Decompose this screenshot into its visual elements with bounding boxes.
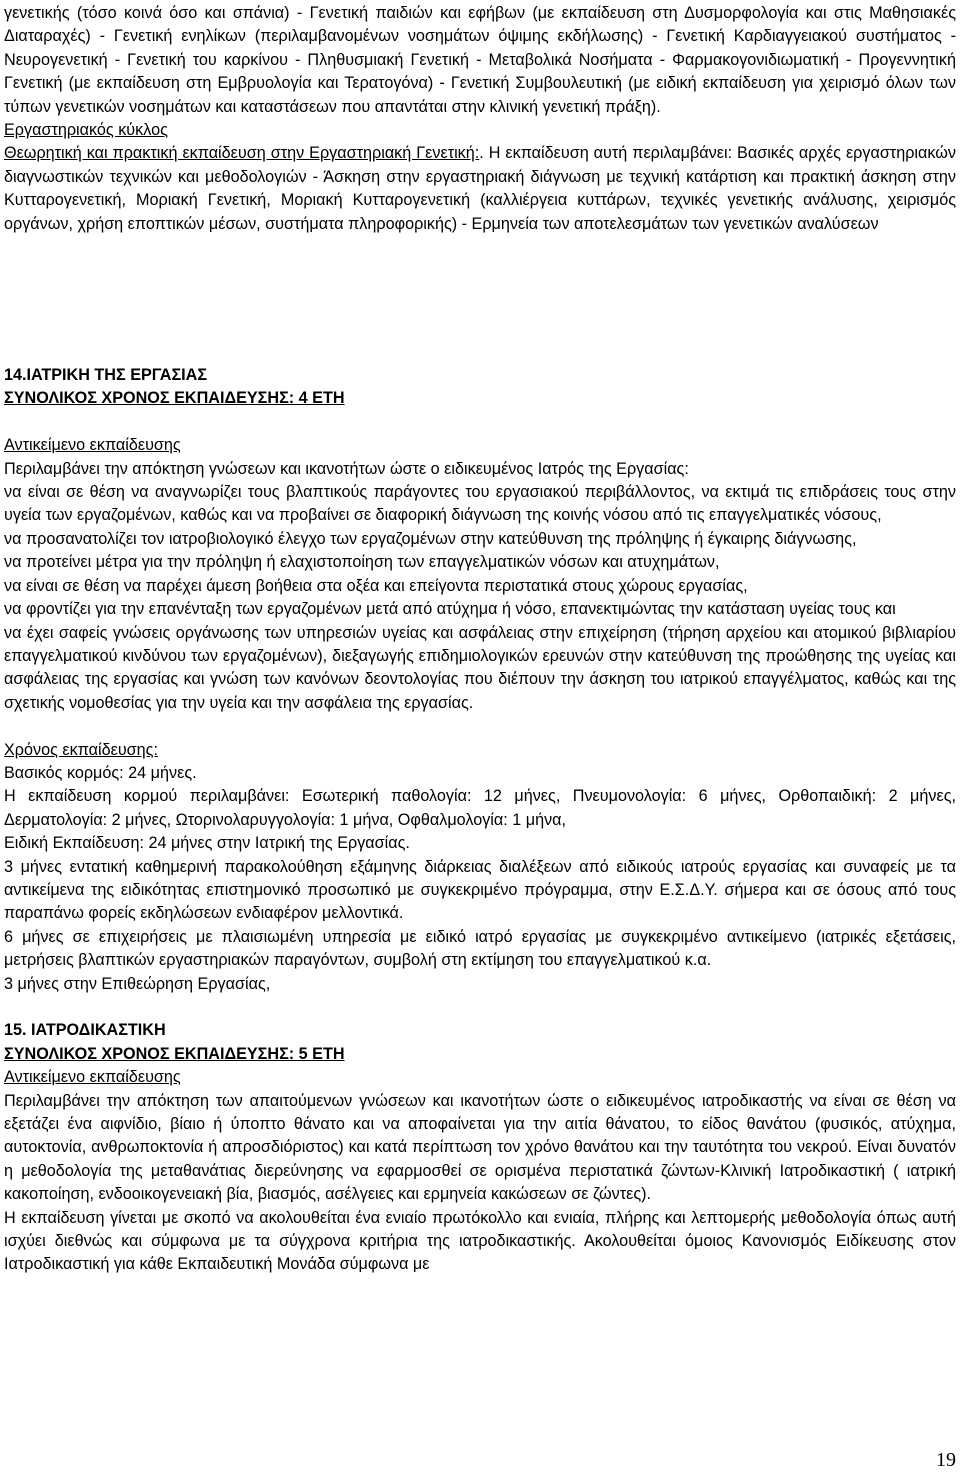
section-14-item: να είναι σε θέση να παρέχει άμεση βοήθεια στα οξέα και επείγοντα περιστατικά στους χώρους εργασίας,	[4, 576, 748, 595]
genetics-paragraph: γενετικής (τόσο κοινά όσο και σπάνια) - Γενετική παιδιών και εφήβων (με εκπαίδευση στη Δυσμορφολογία και στις Μαθησιακές Διαταραχές) - Γενετική ενηλίκων (περιλαμβανομένων νοσημάτων όψιμης εκδήλωσης) - Γενετική Καρδιαγγειακού συστήματος - Νευρογενετική - Γενετική του καρκίνου - Πληθυσμιακή Γενετική - Μεταβολικά Νοσήματα - Φαρμακογονιδιωματική - Προγεννητική Γενετική (με εκπαίδευση στη Εμβρυολογία και Τερατογόνα) - Γενετική Συμβουλευτική (με ειδική εκπαίδευση για χειρισμό όλων των τύπων γενετικών νοσημάτων και καταστάσεων που απαντάται στην κλινική γενετική πράξη).	[4, 4, 956, 116]
page-number: 19	[936, 1449, 956, 1471]
section-14-item: να προσανατολίζει τον ιατροβιολογικό έλεγχο των εργαζομένων στην κατεύθυνση της πρόληψης ή έγκαιρης διάγνωσης,	[4, 529, 857, 548]
section-14-title: 14.ΙΑΤΡΙΚΗ ΤΗΣ ΕΡΓΑΣΙΑΣ	[4, 366, 208, 385]
section-14-time-line: Ειδική Εκπαίδευση: 24 μήνες στην Ιατρική της Εργασίας.	[4, 834, 410, 853]
lab-training-text: . Η εκπαίδευση αυτή περιλαμβάνει: Βασικές αρχές εργαστηριακών διαγνωστικών τεχνικών και μεθοδολογιών - Άσκηση στην εργαστηριακή διάγνωση με τεχνική κατάρτιση και πρακτική άσκηση στην Κυτταρογενετική, Μοριακή Γενετική, Μοριακή Κυτταρογενετική (καλλιέργεια κυττάρων, τεχνικές γενετικής ανάλυσης, χειρισμός οργάνων, χρήση εποπτικών μέσων, συστήματα πληροφορικής) - Ερμηνεία των αποτελεσμάτων των γενετικών αναλύσεων	[4, 144, 956, 233]
section-14-time-line: Η εκπαίδευση κορμού περιλαμβάνει: Εσωτερική παθολογία: 12 μήνες, Πνευμονολογία: 6 μήνες, Ορθοπαιδική: 2 μήνες, Δερματολογία: 2 μήνες, Ωτορινολαρυγγολογία: 1 μήνα, Οφθαλμολογία: 1 μήνα,	[4, 787, 956, 829]
lab-training-label: Θεωρητική και πρακτική εκπαίδευση στην Εργαστηριακή Γενετική:	[4, 144, 480, 163]
section-15-object-heading: Αντικείμενο εκπαίδευσης	[4, 1068, 181, 1087]
document-body	[4, 2, 956, 1277]
section-14-item: να προτείνει μέτρα για την πρόληψη ή ελαχιστοποίηση των επαγγελματικών νόσων και ατυχημάτων,	[4, 553, 720, 572]
spacer	[4, 236, 956, 364]
section-15-title: 15. ΙΑΤΡΟΔΙΚΑΣΤΙΚΗ	[4, 1021, 166, 1040]
section-14-item: να φροντίζει για την επανένταξη των εργαζομένων μετά από ατύχημα ή νόσο, επανεκτιμώντας την κατάσταση υγείας τους και	[4, 600, 896, 619]
section-15-paragraph: Περιλαμβάνει την απόκτηση των απαιτούμενων γνώσεων και ικανοτήτων ώστε ο ειδικευμένος ιατροδικαστής να είναι σε θέση να εξετάζει ένα αιφνίδιο, βίαιο ή ύποπτο θάνατο και να αποφαίνεται για την αιτία θάνατου, το είδος θανάτου (φυσικός, ατύχημα, αυτοκτονία, ανθρωποκτονία ή απροσδιόριστος) και κατά περίπτωση τον χρόνο θανάτου και την ταυτότητα του νεκρού. Είναι δυνατόν η μεθοδολογία της μεταθανάτιας διερεύνησης να εφαρμοσθεί σε ορισμένα περιστατικά ζώντων-Κλινική Ιατροδικαστική ( ιατρική κακοποίηση, ενδοοικογενειακή βία, βιασμός, ασέλγειες και ερμηνεία κακώσεων σε ζώντες).	[4, 1091, 956, 1204]
section-14-time-line: 6 μήνες σε επιχειρήσεις με πλαισιωμένη υπηρεσία με ειδικό ιατρό εργασίας με συγκεκριμένο αντικείμενο (ιατρικές εξετάσεις, μετρήσεις βλαπτικών εργαστηριακών παραγόντων, συμβολή στη εκτίμηση του επαγγελματικού κ.α.	[4, 927, 956, 970]
lab-cycle-heading: Εργαστηριακός κύκλος	[4, 121, 168, 140]
section-15-paragraph: Η εκπαίδευση γίνεται με σκοπό να ακολουθείται ένα ενιαίο πρωτόκολλο και ενιαία, πλήρης και λεπτομερής μεθοδολογία όπως αυτή ισχύει διεθνώς και σύμφωνα με τα σύγχρονα κριτήρια της ιατροδικαστικής. Ακολουθείται όμοιος Κανονισμός Ειδίκευσης στον Ιατροδικαστική για κάθε Εκπαιδευτική Μονάδα σύμφωνα με	[4, 1208, 956, 1274]
section-14-time-line: 3 μήνες στην Επιθεώρηση Εργασίας,	[4, 974, 271, 993]
section-14-time-heading: Χρόνος εκπαίδευσης:	[4, 740, 158, 759]
section-14-item: να έχει σαφείς γνώσεις οργάνωσης των υπηρεσιών υγείας και ασφάλειας στην επιχείρηση (τήρηση αρχείου και ατομικού βιβλιαρίου επαγγελματικού κινδύνου των εργαζομένων), διεξαγωγής επιδημιολογικών ερευνών στην κατεύθυνση της προώθησης της υγείας και ασφάλειας της εργασίας και γνώση των κανόνων δεοντολογίας που διέπουν την άσκηση του ιατρικού επαγγέλματος, καθώς και της σχετικής νομοθεσίας για την υγεία και την ασφάλεια της εργασίας.	[4, 623, 956, 712]
section-14-time-line: Βασικός κορμός: 24 μήνες.	[4, 763, 197, 782]
section-14-time-line: 3 μήνες εντατική καθημερινή παρακολούθηση εξάμηνης διάρκειας διαλέξεων από ειδικούς ιατρούς εργασίας και συναφείς με τα αντικείμενα της ειδικότητας επιστημονικό προσωπικό με συγκεκριμένο πρόγραμμα, στην Ε.Σ.Δ.Υ. σήμερα και σε όσους από τους παραπάνω φορείς εκδηλώσεων ενδιαφέρον μελλοντικά.	[4, 857, 956, 923]
section-14-duration: ΣΥΝΟΛΙΚΟΣ ΧΡΟΝΟΣ ΕΚΠΑΙΔΕΥΣΗΣ: 4 ΕΤΗ	[4, 389, 345, 408]
section-14-intro: Περιλαμβάνει την απόκτηση γνώσεων και ικανοτήτων ώστε ο ειδικευμένος Ιατρός της Εργασίας:	[4, 459, 689, 478]
lab-training-paragraph	[4, 142, 956, 236]
section-14-item: να είναι σε θέση να αναγνωρίζει τους βλαπτικούς παράγοντες του εργασιακού περιβάλλοντος, να εκτιμά τις επιδράσεις τους στην υγεία των εργαζομένων, καθώς και να προβαίνει σε διαφορική διάγνωση της κοινής νόσου από τις επαγγελματικές νόσους,	[4, 483, 956, 525]
section-15-duration: ΣΥΝΟΛΙΚΟΣ ΧΡΟΝΟΣ ΕΚΠΑΙΔΕΥΣΗΣ: 5 ΕΤΗ	[4, 1044, 345, 1063]
section-14-object-heading: Αντικείμενο εκπαίδευσης	[4, 436, 181, 455]
